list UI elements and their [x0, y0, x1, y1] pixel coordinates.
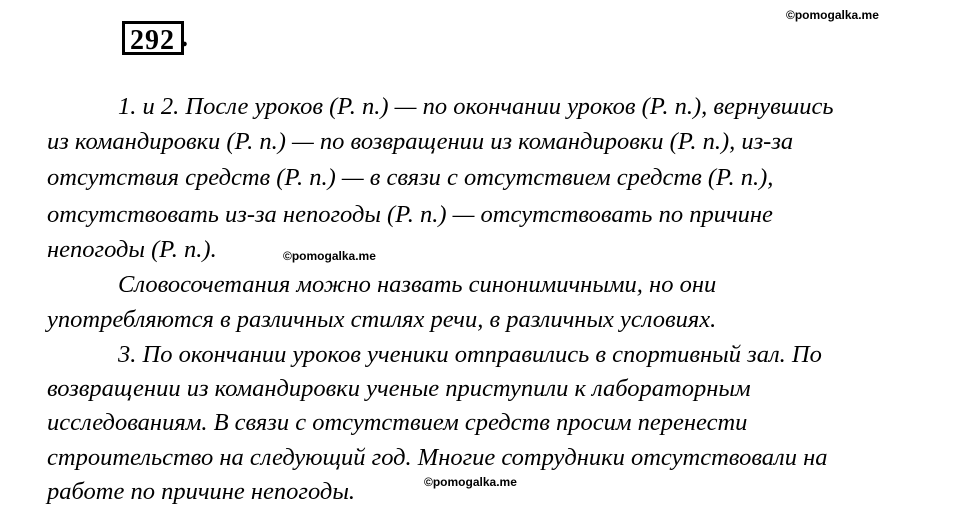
text-line: работе по причине непогоды. [47, 478, 356, 505]
text-line: 1. и 2. После уроков (Р. п.) — по окончании уроков (Р. п.), вернувшись [118, 93, 834, 120]
text-line: Словосочетания можно назвать синонимичными, но они [118, 271, 717, 298]
text-line: строительство на следующий год. Многие сотрудники отсутствовали на [47, 444, 828, 471]
text-line: употребляются в различных стилях речи, в различных условиях. [47, 306, 717, 333]
exercise-number-dot: . [181, 22, 188, 53]
watermark-middle: ©pomogalka.me [283, 249, 376, 263]
exercise-number: 292 [130, 25, 175, 56]
exercise-number-box [122, 21, 184, 55]
text-line: из командировки (Р. п.) — по возвращении из командировки (Р. п.), из-за [47, 128, 794, 155]
watermark-bottom: ©pomogalka.me [424, 475, 517, 489]
text-line: непогоды (Р. п.). [47, 236, 217, 263]
watermark-top: ©pomogalka.me [786, 8, 879, 22]
text-line: 3. По окончании уроков ученики отправились в спортивный зал. По [118, 341, 822, 368]
text-line: отсутствовать из-за непогоды (Р. п.) — отсутствовать по причине [47, 201, 773, 228]
text-line: возвращении из командировки ученые приступили к лабораторным [47, 375, 751, 402]
text-line: отсутствия средств (Р. п.) — в связи с отсутствием средств (Р. п.), [47, 164, 774, 191]
text-line: исследованиям. В связи с отсутствием средств просим перенести [47, 409, 748, 436]
